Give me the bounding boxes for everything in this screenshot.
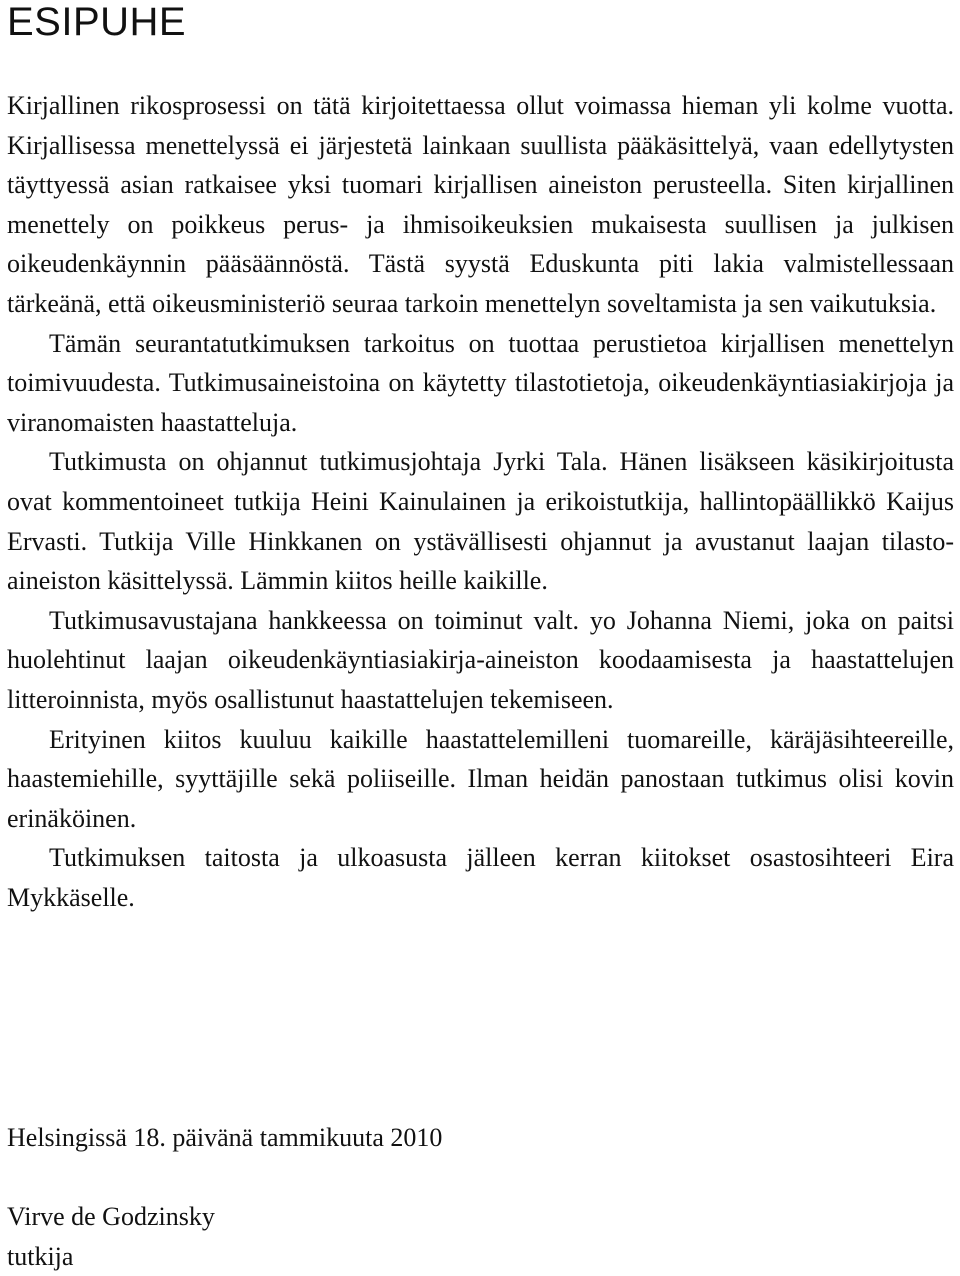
paragraph-intro: Kirjallinen rikosprosessi on tätä kirjoitettaessa ollut voimassa hieman yli kolme vuotta. Kirjallisessa menettelyssä ei järjestetä lainkaan suullista pääkäsittelyä, vaan edellytysten täyttyessä asian ratkaisee yksi tuomari kirjallisen aineiston perusteella. Siten kirjallinen menettely on poikkeus perus- ja ihmisoikeuksien mukaisesta suullisen ja julkisen oikeudenkäynnin pääsäännöstä. Tästä syystä Eduskunta piti lakia valmistellessaan tärkeänä, että oikeusministeriö seuraa tarkoin menettelyn soveltamista ja sen vaikutuksia. [7, 91, 954, 318]
paragraph-layout-thanks: Tutkimuksen taitosta ja ulkoasusta jälleen kerran kiitokset osastosihteeri Eira Mykkäselle. [7, 843, 954, 912]
preface-body [7, 86, 954, 917]
author-block [7, 1197, 215, 1276]
place-date: Helsingissä 18. päivänä tammikuuta 2010 [7, 1123, 443, 1152]
author-name: Virve de Godzinsky [7, 1202, 215, 1231]
paragraph-assistant: Tutkimusavustajana hankkeessa on toiminut valt. yo Johanna Niemi, joka on paitsi huolehtinut laajan oikeudenkäyntiasiakirja-aineiston koodaamisesta ja haastattelujen litteroinnista, myös osallistunut haastattelujen tekemiseen. [7, 605, 954, 714]
paragraph-supervision: Tutkimusta on ohjannut tutkimusjohtaja Jyrki Tala. Hänen lisäkseen käsikirjoitusta ovat kommentoineet tutkija Heini Kainulainen ja erikoistutkija, hallintopäällikkö Kaijus Ervasti. Tutkija Ville Hinkkanen on ystävällisesti ohjannut ja avustanut laajan tilasto-aineiston käsittelyssä. Lämmin kiitos heille kaikille. [7, 447, 954, 596]
page-title: ESIPUHE [7, 0, 187, 44]
author-title: tutkija [7, 1241, 74, 1271]
paragraph-purpose: Tämän seurantatutkimuksen tarkoitus on tuottaa perustietoa kirjallisen menettelyn toimivuudesta. Tutkimusaineistoina on käytetty tilastotietoja, oikeudenkäyntiasiakirjoja ja viranomaisten haastatteluja. [7, 328, 954, 437]
paragraph-thanks: Erityinen kiitos kuuluu kaikille haastattelemilleni tuomareille, käräjäsihteereille, haastemiehille, syyttäjille sekä poliiseille. Ilman heidän panostaan tutkimus olisi kovin erinäköinen. [7, 724, 954, 833]
